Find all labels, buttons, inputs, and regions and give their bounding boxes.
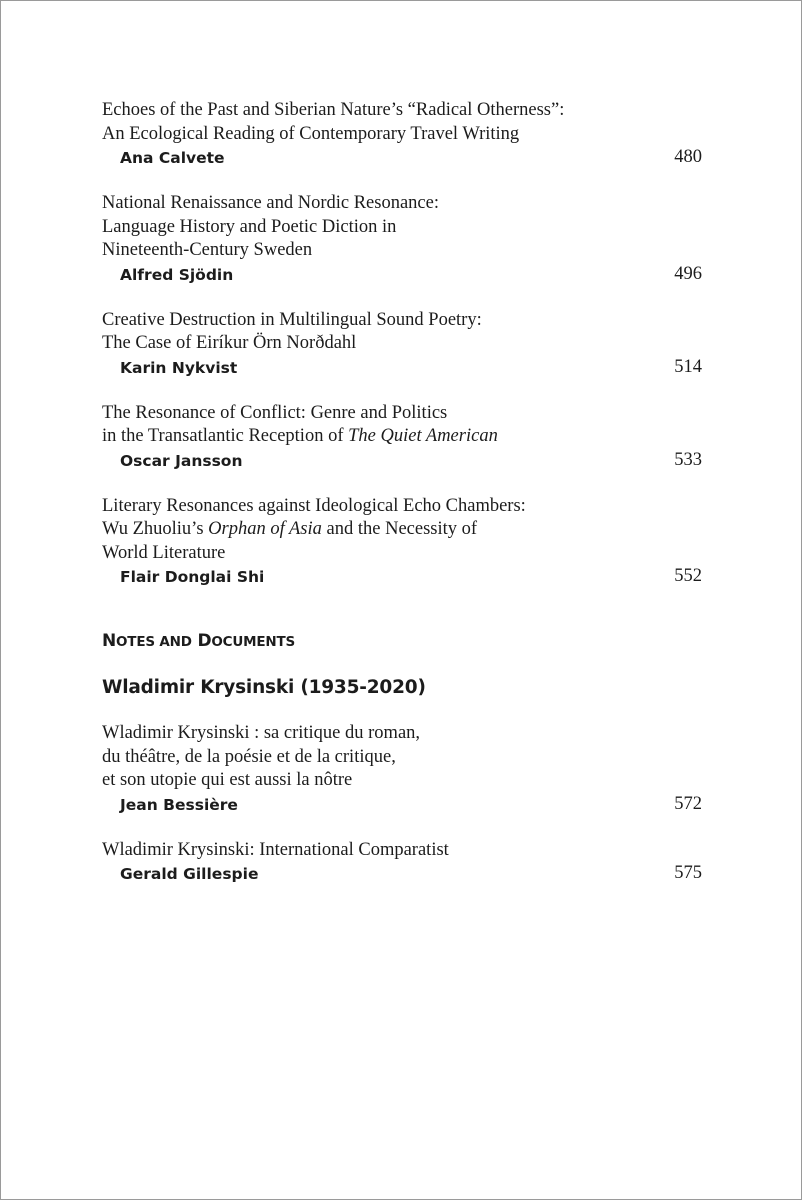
heading-text: OTES AND [116, 634, 192, 650]
entry-page-number: 533 [674, 449, 702, 470]
entry-page-number: 480 [674, 147, 702, 167]
book-title-italic: The Quiet American [348, 426, 498, 446]
entry-page-number: 552 [674, 566, 702, 586]
author-row [102, 146, 702, 169]
toc-entry [102, 495, 702, 589]
entry-author: Ana Calvete [120, 149, 225, 167]
author-row [102, 263, 702, 286]
toc-entry [102, 402, 702, 472]
entry-title-line: Echoes of the Past and Siberian Nature’s “Radical Otherness”: [102, 100, 565, 120]
entry-page-number: 496 [674, 263, 702, 284]
entry-title-line: Wladimir Krysinski: International Comparatist [102, 839, 449, 860]
entry-title-line: Nineteenth-Century Sweden [102, 240, 313, 260]
toc-lower [102, 722, 702, 885]
title-text: Wu Zhuoliu’s [102, 519, 209, 539]
entry-title-line: National Renaissance and Nordic Resonance: [102, 193, 439, 213]
author-row [102, 862, 702, 885]
heading-text: D [197, 631, 212, 651]
toc-entry [102, 192, 702, 286]
author-row [102, 449, 702, 472]
toc-entry [102, 722, 702, 816]
entry-author: Jean Bessière [120, 795, 238, 814]
entry-title-line: Creative Destruction in Multilingual Sound Poetry: [102, 309, 482, 330]
entry-title-line: The Resonance of Conflict: Genre and Politics [102, 402, 448, 423]
author-row [102, 793, 702, 816]
author-row [102, 356, 702, 379]
entry-page-number: 514 [674, 356, 702, 377]
section-heading-krysinski: Wladimir Krysinski (1935-2020) [102, 677, 426, 698]
entry-title-line [102, 425, 702, 449]
entry-title-line: Wladimir Krysinski : sa critique du roman, [102, 723, 421, 743]
entry-page-number: 572 [674, 793, 702, 814]
entry-title-line: The Case of Eiríkur Örn Norðdahl [102, 333, 357, 353]
entry-title-line: World Literature [102, 542, 226, 563]
title-text: and the Necessity of [321, 519, 478, 539]
entry-title-line: An Ecological Reading of Contemporary Travel Writing [102, 123, 520, 144]
toc-entry [102, 839, 702, 886]
entry-page-number: 575 [674, 863, 702, 883]
author-row [102, 565, 702, 588]
entry-title-line: du théâtre, de la poésie et de la critique, [102, 746, 396, 767]
entry-author: Alfred Sjödin [120, 265, 234, 284]
toc-entry [102, 309, 702, 379]
entry-title-line: Literary Resonances against Ideological Echo Chambers: [102, 495, 526, 516]
section-heading-notes-and-documents [102, 631, 295, 651]
entry-author: Flair Donglai Shi [120, 568, 265, 586]
entry-author: Karin Nykvist [120, 358, 238, 377]
entry-title-line [102, 518, 702, 542]
entry-author: Oscar Jansson [120, 451, 243, 470]
book-title-italic: Orphan of Asia [208, 519, 322, 539]
entry-title-line: et son utopie qui est aussi la nôtre [102, 770, 353, 790]
entry-title-line: Language History and Poetic Diction in [102, 216, 397, 237]
heading-text: N [102, 631, 117, 651]
toc-entry [102, 99, 702, 169]
title-text: in the Transatlantic Reception of [102, 426, 349, 446]
toc-upper [102, 99, 702, 588]
entry-author: Gerald Gillespie [120, 865, 259, 883]
heading-text: OCUMENTS [211, 634, 295, 650]
